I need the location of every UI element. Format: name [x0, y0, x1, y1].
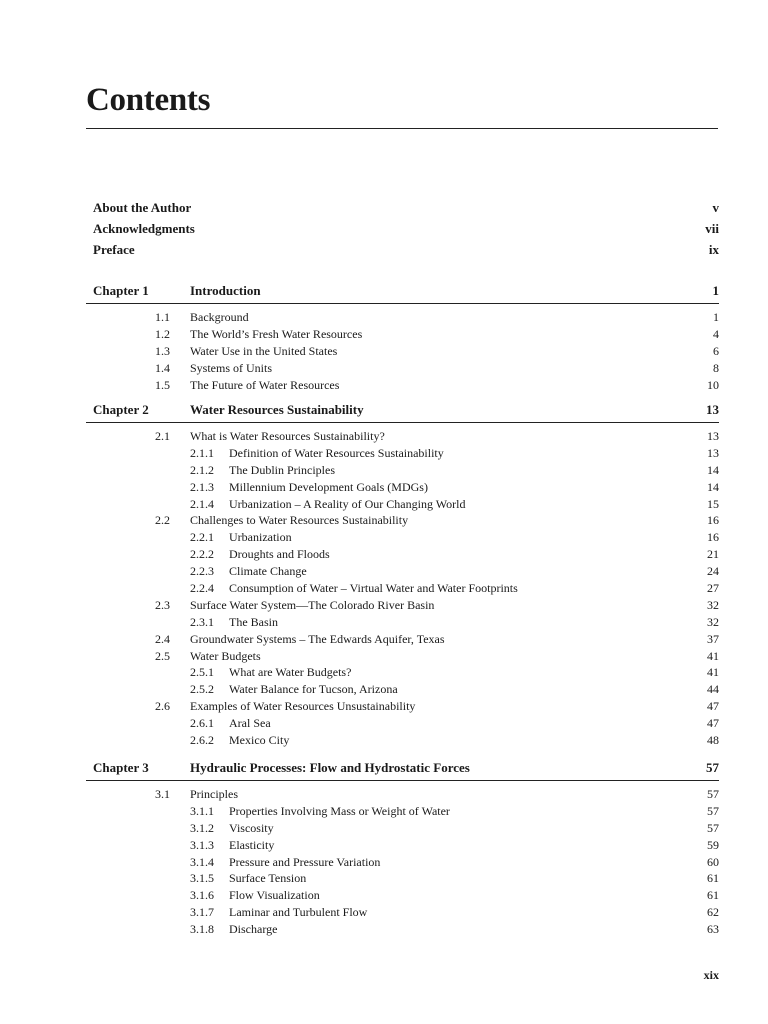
- toc-subsection[interactable]: [86, 715, 719, 732]
- chapter-page: 1: [712, 283, 719, 298]
- entry-page: 32: [707, 597, 719, 612]
- toc-section[interactable]: [86, 512, 719, 529]
- subsection-number: 2.5.2: [190, 682, 214, 697]
- entry-page: 13: [707, 445, 719, 460]
- entry-page: 44: [707, 682, 719, 697]
- front-matter-label: About the Author: [93, 200, 192, 215]
- chapter-page: 13: [706, 402, 719, 417]
- subsection-number: 2.5.1: [190, 665, 214, 680]
- entry-page: 62: [707, 905, 719, 920]
- subsection-title: The Dublin Principles: [229, 462, 335, 477]
- subsection-number: 2.2.2: [190, 547, 214, 562]
- toc-subsection[interactable]: [86, 921, 719, 938]
- subsection-title: Laminar and Turbulent Flow: [229, 905, 368, 920]
- chapter-heading[interactable]: [86, 280, 719, 302]
- toc-section[interactable]: [86, 698, 719, 715]
- entry-page: 47: [707, 699, 719, 714]
- chapter-rule: [86, 303, 719, 304]
- entry-page: 10: [707, 377, 719, 392]
- entry-page: 27: [707, 581, 719, 596]
- toc-section[interactable]: [86, 343, 719, 360]
- entry-page: 48: [707, 733, 719, 748]
- entry-page: 57: [707, 803, 719, 818]
- entry-page: 37: [707, 631, 719, 646]
- entry-page: 6: [713, 343, 719, 358]
- subsection-title: Pressure and Pressure Variation: [229, 854, 381, 869]
- entry-page: 16: [707, 530, 719, 545]
- chapter-rule: [86, 780, 719, 781]
- entry-page: 24: [707, 564, 719, 579]
- subsection-title: Flow Visualization: [229, 888, 320, 903]
- section-number: 2.3: [155, 597, 170, 612]
- entry-page: 13: [707, 429, 719, 443]
- subsection-number: 3.1.7: [190, 905, 214, 920]
- subsection-number: 2.1.2: [190, 462, 214, 477]
- subsection-title: Discharge: [229, 922, 278, 937]
- section-number: 1.1: [155, 310, 170, 324]
- section-number: 2.5: [155, 648, 170, 663]
- toc-subsection[interactable]: [86, 887, 719, 904]
- toc-section[interactable]: [86, 309, 719, 326]
- toc-section[interactable]: [86, 631, 719, 648]
- toc-section[interactable]: [86, 597, 719, 614]
- section-number: 2.6: [155, 699, 170, 714]
- section-number: 1.2: [155, 326, 170, 341]
- entry-page: 41: [707, 665, 719, 680]
- front-matter-page: v: [712, 200, 719, 215]
- title-rule: [86, 128, 718, 129]
- toc-subsection[interactable]: [86, 664, 719, 681]
- entry-page: 14: [707, 462, 719, 477]
- toc-subsection[interactable]: [86, 580, 719, 597]
- entry-page: 16: [707, 513, 719, 528]
- subsection-number: 3.1.5: [190, 871, 214, 886]
- page-number: xix: [703, 968, 719, 982]
- subsection-number: 3.1.3: [190, 837, 214, 852]
- chapter-number: Chapter 3: [93, 760, 149, 775]
- entry-page: 57: [707, 820, 719, 835]
- entry-page: 32: [707, 614, 719, 629]
- front-matter-page: ix: [708, 242, 719, 257]
- front-matter-label: Acknowledgments: [93, 221, 195, 236]
- subsection-number: 2.3.1: [190, 614, 214, 629]
- toc-subsection[interactable]: [86, 614, 719, 631]
- subsection-number: 2.2.4: [190, 581, 214, 596]
- subsection-number: 2.2.1: [190, 530, 214, 545]
- chapter-title: Hydraulic Processes: Flow and Hydrostatic Forces: [190, 760, 470, 775]
- section-title: Principles: [190, 787, 238, 801]
- section-number: 2.2: [155, 513, 170, 528]
- entry-page: 57: [707, 787, 719, 801]
- toc-section[interactable]: [86, 786, 719, 803]
- section-title: Examples of Water Resources Unsustainability: [190, 699, 416, 714]
- subsection-number: 2.1.1: [190, 445, 214, 460]
- front-matter-page: vii: [705, 221, 719, 236]
- subsection-title: Viscosity: [229, 820, 274, 835]
- subsection-number: 2.1.3: [190, 479, 214, 494]
- chapter-entries: [86, 786, 719, 938]
- chapter-page: 57: [706, 760, 719, 775]
- front-matter-item[interactable]: [93, 239, 719, 260]
- entry-page: 59: [707, 837, 719, 852]
- front-matter-item[interactable]: [93, 197, 719, 218]
- section-number: 2.1: [155, 429, 170, 443]
- subsection-number: 3.1.4: [190, 854, 214, 869]
- toc-subsection[interactable]: [86, 732, 719, 749]
- page-title: Contents: [86, 82, 211, 118]
- entry-page: 8: [713, 360, 719, 375]
- subsection-title: Mexico City: [229, 733, 290, 748]
- chapter-title: Introduction: [190, 283, 261, 298]
- subsection-number: 3.1.1: [190, 803, 214, 818]
- subsection-title: Urbanization – A Reality of Our Changing World: [229, 496, 466, 511]
- chapter-title: Water Resources Sustainability: [190, 402, 364, 417]
- entry-page: 4: [713, 326, 719, 341]
- front-matter-label: Preface: [93, 242, 135, 257]
- subsection-number: 2.6.2: [190, 733, 214, 748]
- toc-subsection[interactable]: [86, 870, 719, 887]
- chapter-section: [86, 757, 719, 938]
- chapter-section: [86, 280, 719, 393]
- subsection-title: Droughts and Floods: [229, 547, 330, 562]
- toc-subsection[interactable]: [86, 445, 719, 462]
- subsection-title: Properties Involving Mass or Weight of Water: [229, 803, 450, 818]
- section-title: Water Budgets: [190, 648, 261, 663]
- subsection-title: What are Water Budgets?: [229, 665, 352, 680]
- subsection-number: 2.6.1: [190, 716, 214, 731]
- toc-subsection[interactable]: [86, 854, 719, 871]
- toc-subsection[interactable]: [86, 837, 719, 854]
- toc-section[interactable]: [86, 326, 719, 343]
- section-title: What is Water Resources Sustainability?: [190, 429, 385, 443]
- subsection-number: 3.1.8: [190, 922, 214, 937]
- section-number: 1.4: [155, 360, 170, 375]
- subsection-title: The Basin: [229, 614, 278, 629]
- toc-section[interactable]: [86, 377, 719, 394]
- chapter-section: [86, 399, 719, 749]
- subsection-title: Elasticity: [229, 837, 275, 852]
- section-title: Systems of Units: [190, 360, 273, 375]
- subsection-title: Millennium Development Goals (MDGs): [229, 479, 428, 494]
- entry-page: 21: [707, 547, 719, 562]
- toc-subsection[interactable]: [86, 546, 719, 563]
- subsection-title: Water Balance for Tucson, Arizona: [229, 682, 398, 697]
- toc-section[interactable]: [86, 428, 719, 445]
- toc-subsection[interactable]: [86, 820, 719, 837]
- section-title: The Future of Water Resources: [190, 377, 340, 392]
- subsection-number: 2.1.4: [190, 496, 214, 511]
- subsection-title: Definition of Water Resources Sustainability: [229, 445, 444, 460]
- section-number: 1.5: [155, 377, 170, 392]
- front-matter-list: [93, 197, 719, 260]
- subsection-number: 3.1.2: [190, 820, 214, 835]
- entry-page: 47: [707, 716, 719, 731]
- toc-section[interactable]: [86, 648, 719, 665]
- section-number: 1.3: [155, 343, 170, 358]
- chapter-number: Chapter 2: [93, 402, 149, 417]
- subsection-title: Consumption of Water – Virtual Water and Water Footprints: [229, 581, 518, 596]
- entry-page: 60: [707, 854, 719, 869]
- subsection-number: 2.2.3: [190, 564, 214, 579]
- toc-subsection[interactable]: [86, 529, 719, 546]
- toc-subsection[interactable]: [86, 496, 719, 513]
- toc-subsection[interactable]: [86, 681, 719, 698]
- chapter-entries: [86, 309, 719, 393]
- chapter-heading[interactable]: [86, 399, 719, 421]
- section-title: Groundwater Systems – The Edwards Aquifer, Texas: [190, 631, 445, 646]
- subsection-number: 3.1.6: [190, 888, 214, 903]
- entry-page: 41: [707, 648, 719, 663]
- subsection-title: Climate Change: [229, 564, 307, 579]
- section-title: Challenges to Water Resources Sustainability: [190, 513, 409, 528]
- section-number: 3.1: [155, 787, 170, 801]
- chapter-rule: [86, 422, 719, 423]
- section-title: Surface Water System—The Colorado River Basin: [190, 597, 435, 612]
- toc-subsection[interactable]: [86, 479, 719, 496]
- section-title: Background: [190, 310, 249, 324]
- front-matter-item[interactable]: [93, 218, 719, 239]
- section-title: The World’s Fresh Water Resources: [190, 326, 363, 341]
- section-number: 2.4: [155, 631, 170, 646]
- chapter-heading[interactable]: [86, 757, 719, 779]
- toc-subsection[interactable]: [86, 803, 719, 820]
- section-title: Water Use in the United States: [190, 343, 338, 358]
- toc-subsection[interactable]: [86, 904, 719, 921]
- subsection-title: Aral Sea: [229, 716, 271, 731]
- toc-section[interactable]: [86, 360, 719, 377]
- entry-page: 15: [707, 496, 719, 511]
- chapter-entries: [86, 428, 719, 749]
- toc-subsection[interactable]: [86, 462, 719, 479]
- subsection-title: Urbanization: [229, 530, 292, 545]
- subsection-title: Surface Tension: [229, 871, 307, 886]
- entry-page: 1: [713, 310, 719, 324]
- entry-page: 63: [707, 922, 719, 937]
- entry-page: 61: [707, 888, 719, 903]
- chapter-number: Chapter 1: [93, 283, 149, 298]
- toc-subsection[interactable]: [86, 563, 719, 580]
- entry-page: 14: [707, 479, 719, 494]
- entry-page: 61: [707, 871, 719, 886]
